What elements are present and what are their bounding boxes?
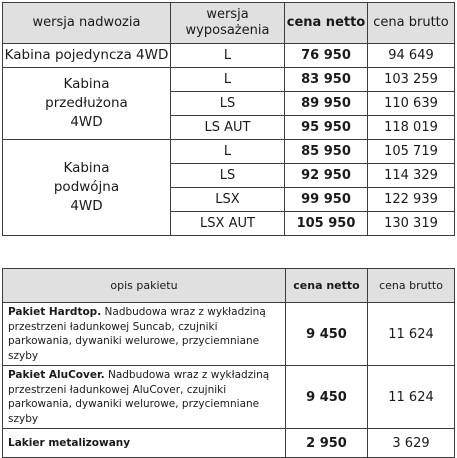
header-net-price: cena netto — [286, 269, 368, 303]
net-price-cell: 95 950 — [285, 116, 368, 140]
gross-price-cell: 94 649 — [368, 44, 455, 68]
table-row — [3, 68, 455, 92]
net-price-cell: 105 950 — [285, 212, 368, 236]
net-price-cell: 9 450 — [286, 303, 368, 366]
equipment-cell: LSX — [171, 188, 285, 212]
gross-price-cell: 118 019 — [368, 116, 455, 140]
equipment-cell: LS — [171, 92, 285, 116]
package-name: Pakiet AluCover. — [8, 369, 105, 381]
equipment-cell: L — [171, 68, 285, 92]
price-table-header — [3, 3, 455, 44]
net-price-cell: 92 950 — [285, 164, 368, 188]
package-name: Lakier metalizowany — [8, 436, 131, 449]
net-price-cell: 99 950 — [285, 188, 368, 212]
gross-price-cell: 3 629 — [368, 429, 455, 458]
table-row — [3, 44, 455, 68]
gross-price-cell: 114 329 — [368, 164, 455, 188]
net-price-cell: 85 950 — [285, 140, 368, 164]
package-desc-cell — [3, 429, 286, 458]
net-price-cell: 9 450 — [286, 366, 368, 429]
header-package-desc: opis pakietu — [3, 269, 286, 303]
gross-price-cell: 11 624 — [368, 366, 455, 429]
package-name: Pakiet Hardtop. — [8, 306, 102, 318]
gross-price-cell: 105 719 — [368, 140, 455, 164]
package-desc: Nadbudowa wraz z wykładziną przestrzeni ładunkowej AluCover, czujniki parkowania, dywaniki welurowe, przyciemniane szyby — [8, 369, 270, 425]
body-type-cell: Kabina przedłużona 4WD — [3, 68, 171, 140]
table-row — [3, 366, 455, 429]
gross-price-cell: 122 939 — [368, 188, 455, 212]
equipment-cell: LS AUT — [171, 116, 285, 140]
header-gross-price: cena brutto — [368, 269, 455, 303]
package-desc: Nadbudowa wraz z wykładziną przestrzeni ładunkowej Suncab, czujniki parkowania, dywaniki welurowe, przyciemniane szyby — [8, 306, 266, 362]
gross-price-cell: 103 259 — [368, 68, 455, 92]
body-type-cell: Kabina podwójna 4WD — [3, 140, 171, 236]
equipment-cell: L — [171, 44, 285, 68]
package-desc-cell — [3, 366, 286, 429]
package-table — [2, 268, 455, 458]
net-price-cell: 83 950 — [285, 68, 368, 92]
table-row — [3, 429, 455, 458]
header-equipment: wersja wyposażenia — [171, 3, 285, 44]
net-price-cell: 2 950 — [286, 429, 368, 458]
body-type-cell: Kabina pojedyncza 4WD — [3, 44, 171, 68]
header-net-price: cena netto — [285, 3, 368, 44]
gross-price-cell: 130 319 — [368, 212, 455, 236]
equipment-cell: LSX AUT — [171, 212, 285, 236]
table-row — [3, 303, 455, 366]
header-gross-price: cena brutto — [368, 3, 455, 44]
equipment-cell: L — [171, 140, 285, 164]
gross-price-cell: 11 624 — [368, 303, 455, 366]
header-body-type: wersja nadwozia — [3, 3, 171, 44]
gross-price-cell: 110 639 — [368, 92, 455, 116]
package-desc-cell — [3, 303, 286, 366]
package-table-header — [3, 269, 455, 303]
table-row — [3, 140, 455, 164]
price-table — [2, 2, 455, 236]
net-price-cell: 89 950 — [285, 92, 368, 116]
net-price-cell: 76 950 — [285, 44, 368, 68]
equipment-cell: LS — [171, 164, 285, 188]
